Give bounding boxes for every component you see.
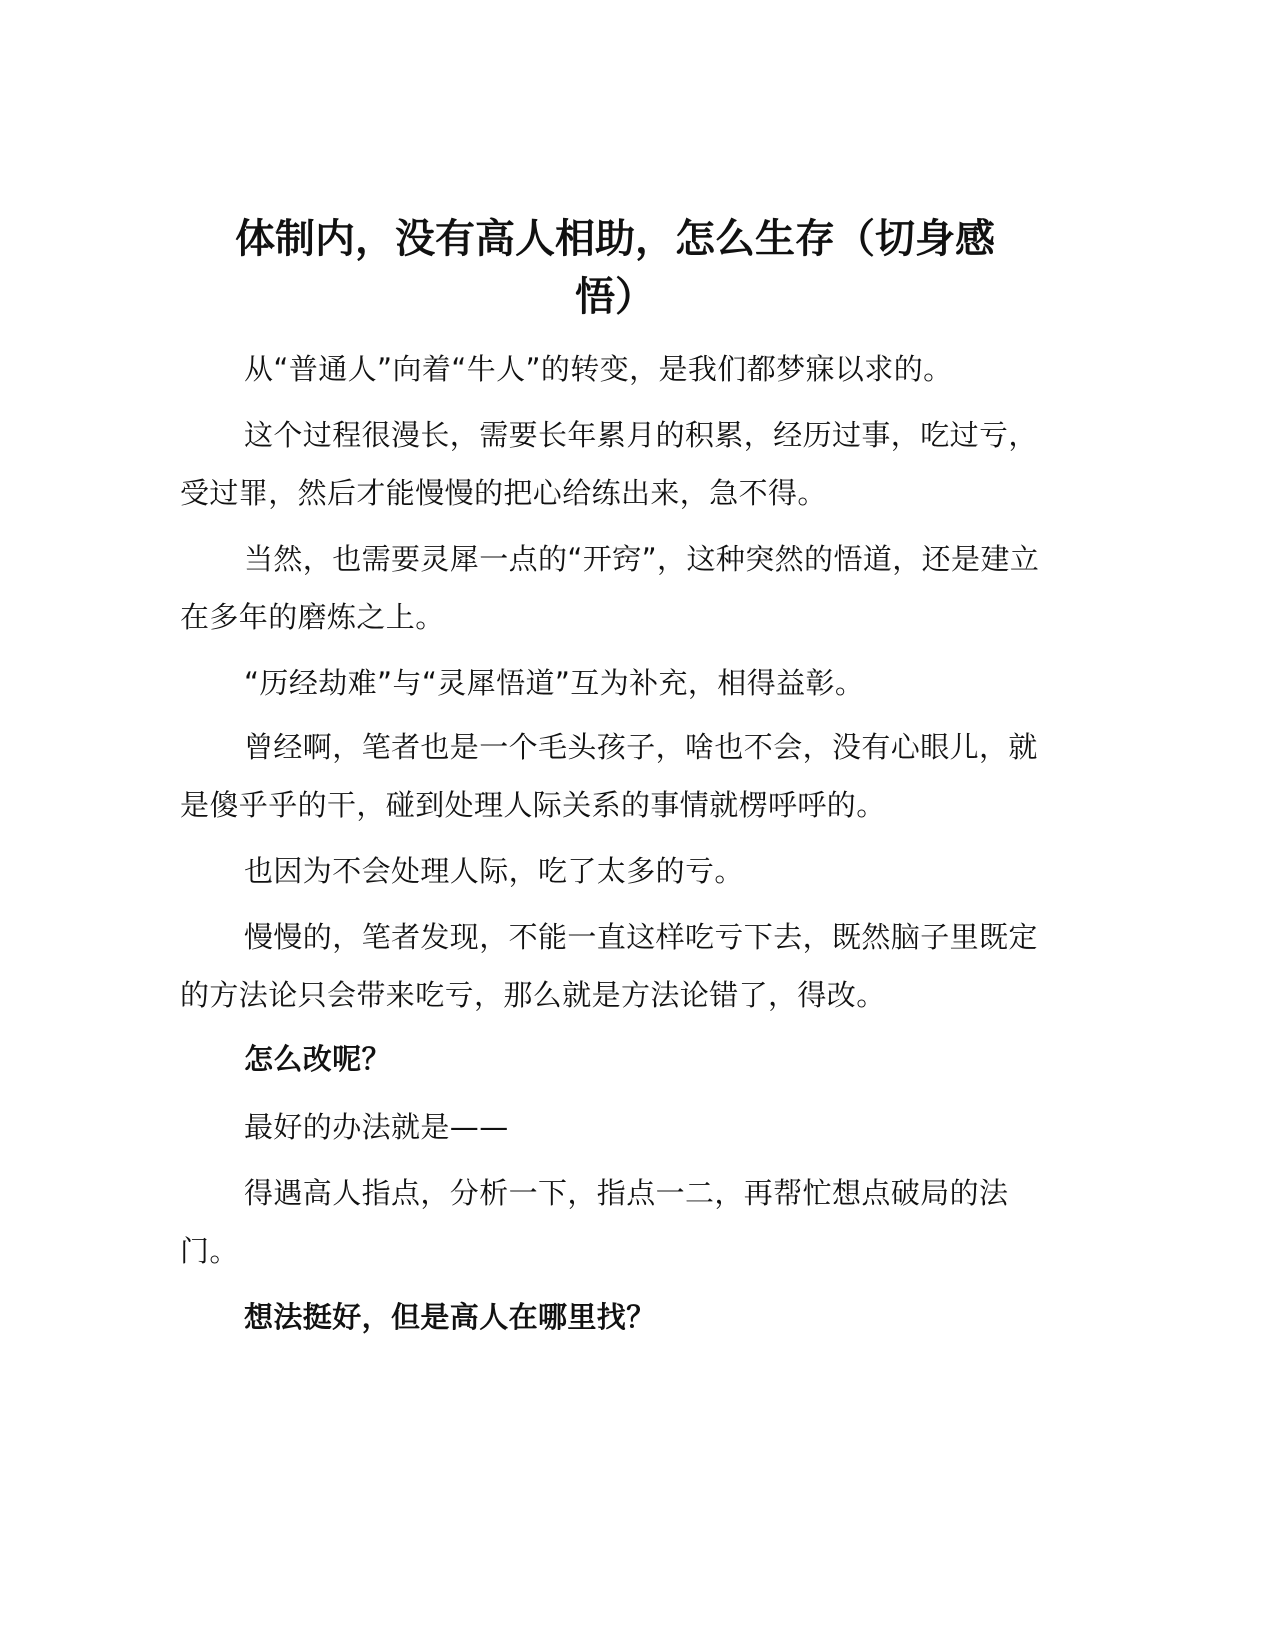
paragraph-4: “历经劫难”与“灵犀悟道”互为补充，相得益彰。 bbox=[244, 666, 865, 700]
paragraph-5: 曾经啊，笔者也是一个毛头孩子，啥也不会，没有心眼儿，就是傻乎乎的干，碰到处理人际关系的事情就楞呼呼的。 bbox=[180, 730, 1038, 822]
paragraph-8: 怎么改呢？ bbox=[244, 1042, 392, 1076]
paragraph-9: 最好的办法就是—— bbox=[244, 1110, 509, 1144]
paragraph-1: 从“普通人”向着“牛人”的转变，是我们都梦寐以求的。 bbox=[244, 352, 953, 386]
paragraph-7: 慢慢的，笔者发现，不能一直这样吃亏下去，既然脑子里既定的方法论只会带来吃亏，那么就是方法论错了，得改。 bbox=[180, 920, 1038, 1012]
paragraph-2: 这个过程很漫长，需要长年累月的积累，经历过事，吃过亏，受过罪，然后才能慢慢的把心给练出来，急不得。 bbox=[180, 418, 1038, 510]
paragraph-6: 也因为不会处理人际，吃了太多的亏。 bbox=[244, 854, 744, 888]
document-title: 体制内，没有高人相助，怎么生存（切身感悟） bbox=[235, 216, 995, 320]
paragraph-10: 得遇高人指点，分析一下，指点一二，再帮忙想点破局的法门。 bbox=[180, 1176, 1009, 1268]
paragraph-3: 当然，也需要灵犀一点的“开窍”，这种突然的悟道，还是建立在多年的磨炼之上。 bbox=[180, 542, 1040, 634]
paragraph-11: 想法挺好，但是高人在哪里找？ bbox=[244, 1300, 656, 1334]
